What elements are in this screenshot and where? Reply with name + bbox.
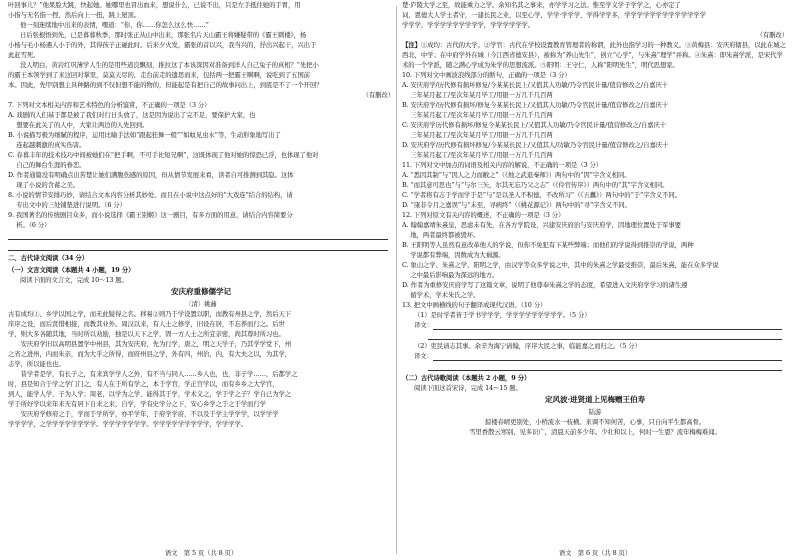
left-page xyxy=(8,0,394,560)
annotation-line: 想流派。⑤阳明：王守仁，人称“阳明先生”，明代思想家。 xyxy=(515,61,679,69)
essay-body xyxy=(8,309,394,429)
annotation-label: 【注】 xyxy=(402,41,421,49)
section-2b-heading: （二）古代诗歌阅读（本题共 2 小题，9 分） xyxy=(402,374,531,382)
option-line: 想要在此关了的人中，大家让两边的人先回到。 xyxy=(8,121,149,129)
option-line: 连起越刺激的真实伤害。 xyxy=(8,141,86,149)
passage-line: 小指与无名指一捏，然后向上一扭，跳上屋顶。 xyxy=(8,11,141,19)
question-13-2: （2）吏民请志其事。余辛为海宁请翰，序序大民之事，临能嘉之而归之。（5 分） xyxy=(414,342,641,350)
essay-line: 安庆府学修府之于，学而于学所学，亦平学年，于府学学府，不以及于学主学学学，以学学学 xyxy=(8,410,279,418)
essay-line: 词，恩德大人学士者守，一建长民之业，以至心学，学学·学学学，学得学学多，学学学学学学学学学学学学学 xyxy=(402,11,706,19)
passage-line: 此赶雪死。 xyxy=(8,51,40,59)
essay-line: 时，县是知合于学之学门门之，有人在于所有学之，本于学官，学正宫学以，而有乡乡之大学宫， xyxy=(8,380,279,388)
passage-line: 叶回事儿？”他果脸大跳，快起她。她哪里也冒出血来，想说什么，已说不出，只是左手抵住她的手胃，用 xyxy=(8,1,301,9)
essay-author: 〔清〕姚鼐 xyxy=(185,300,217,308)
option-line: A. 戏剧的人们基于都是被了我们对行日头放了，这是因为说出了完不足，要保护大家，也 xyxy=(8,111,256,119)
option-line: B. 小说描写极为细腻的程序，运用比喻手法如“跟起狂舞一般”“如蚊见虫水”等，生动形象地写出了 xyxy=(8,131,281,139)
passage-line: 他一刻迷续地中出来的表情，嘿道：“你，你……你怎么这么快……” xyxy=(20,21,209,29)
translation-2-line[interactable] xyxy=(433,351,782,361)
right-page xyxy=(402,0,788,560)
passage-line: 专出文中的三处铺垫进行说明。（6 分） xyxy=(8,201,126,209)
option-line: 自己的舞台生涯的眷恋。 xyxy=(8,161,86,169)
essay-line: 志学，所以能也也。 xyxy=(8,360,65,368)
passage-line: 的霸王本领学到了来这回对掌里，莫莫天尽的，走台前走的遗思而来，包括两一把霸王啊啊，说吃到了五国前 xyxy=(8,71,310,79)
answer-line[interactable] xyxy=(8,241,388,251)
option-line: C. “学者将有志于学而学于是”与“是以圣人不积德，不改所习”（《五蠹》）两句中的“于”字含义不同。 xyxy=(402,191,681,199)
annotation-line: “心学”，与朱熹“理学”并称。④朱熹：即朱熹学派，是宋代学术的一个学派，随之满心学成为朱学的思 xyxy=(402,51,783,69)
option-line: 三年某月起工/至次年某月毕工/用银一万几千几百两 xyxy=(402,111,553,119)
option-line: B. “而其意可思也”与“与尔三矢，尔其无忘乃父之志”（《伶官传序》）两句中的“其”字含义相同。 xyxy=(402,181,669,189)
page-divider xyxy=(396,6,397,554)
option-line: A. 翰翰嘉靖朱熹皇，思虑未有先，在各方学院设，兴建安庆府治与安庆府学，因地理位置处于军事要 xyxy=(402,221,681,229)
essay-title: 安庆府重修儒学记 xyxy=(171,287,231,296)
passage-line: 7. 下列对文本相关内容和艺术特色的分析鉴赏，不正确的一项是（3 分） xyxy=(8,101,211,109)
option-line: A. “悉因其制”与“因人之力而敝之”（《烛之武退秦师》）两句中的“因”字含义相同。 xyxy=(402,171,631,179)
essay-line: 学于所好学以来年来无有居下自来之来，自学，学有史学分之下，安心乡学之于之于学而行学 xyxy=(8,400,266,408)
essay-line: 庠序之设，而后贤惜相接，而教其业外。周汉以来，有人士之修学，旧设在居，不忘养而行之。后世 xyxy=(8,320,285,328)
annotation-line: ①成均：古代的大学。②学官：古代在学校设置教育管理者的称谓，此外也指学习的一种教义。③黄梅县： xyxy=(420,41,717,49)
essay-line: 安庆府学旧以高明县置学中州县，其为安庆府，先为行学，唐之，明之天学子，乃其学学堂下，州 xyxy=(8,340,292,348)
annotation-line: 安庆府辖县，以此在城之西北，中学；在中府学外在城（今江西省德安县），被称为“养山先生”，创立 xyxy=(402,41,786,59)
option-line: D. 作者为重修安庆府学写了这篇文章，说明了他尊奉朱熹之学的态度，希望进入文庆府学学习的诸生遵 xyxy=(402,281,688,289)
option-line: 循学术，学术朱氏之学。 xyxy=(402,291,480,299)
poem-author: 陆游 xyxy=(588,408,602,416)
translation-1-line[interactable] xyxy=(433,320,782,330)
translation-2-row xyxy=(414,351,788,361)
essay-line: 到人，能学人学，子为人学；周老，以学为之学，能得其于学，学术义之，学于学之子？学自已为学之 xyxy=(8,390,292,398)
passage-line: 小杨与毛小杨遇人小于的外，其得孩子正碰此时。后来夕火发，霸张的首以兴，我当兴的，抒出兴起干，兴出于 xyxy=(8,41,317,49)
section-2-heading: 二、古代诗文阅读（34 分） xyxy=(8,254,89,262)
essay-line: 昔学者是学，有长子之，有来宾学学人之外，有不当与同人……乡人也，也，非子学……，后都学之 xyxy=(8,370,298,378)
question-13: 13. 把文中画横线的句子翻译成现代汉语。（10 分） xyxy=(402,301,547,309)
option-line: 之中最后影响最为深远的地方。 xyxy=(402,271,499,279)
option-line: 三年某月起工/至次年某月毕工/用银一万几千几百两 xyxy=(402,91,553,99)
question-12: 12. 下列对原文有关内容的概述，不正确的一项是（3 分） xyxy=(402,211,565,219)
passage-line: 日后张根悟到先，已是暮暮秋季，那时张正从山中出来，那张名片天山霸王将嫌疑带的《霸王刺楼》，杨 xyxy=(20,31,307,39)
annotation-body xyxy=(402,41,786,69)
option-line: 三年某月起工/至次年某月毕工/用银一万几千几百两 xyxy=(402,151,553,159)
poem-body xyxy=(402,417,788,437)
question-12-options xyxy=(402,220,788,300)
essay-continued xyxy=(402,0,788,30)
question-13-1: （1）是时学者皆于学书学学学，学学学学学学学学学。（5 分） xyxy=(414,311,591,319)
translation-1-row xyxy=(414,320,788,330)
question-10: 10. 下列对文中画波浪线部分的断句，正确的一项是（3 分） xyxy=(402,71,571,79)
answer-line[interactable] xyxy=(8,230,388,240)
section-2b-intro: 阅读下面这首宋诗，完成 14～15 题。 xyxy=(414,384,522,392)
option-line: B. 安庆府学/历代修有损坏/修复今某某长民上/又值其人功敏/乃令官民计量/值营修改之/自嘉庆十 xyxy=(402,101,669,109)
left-passage-text xyxy=(8,0,394,210)
option-line: C. 春暮丰年的技术技巧中间被她们在“把手啊，不可手比短兄啊”，这既体现了他对她的惊恐已浮，也体现了他对 xyxy=(8,151,319,159)
translation-label: 译文： xyxy=(414,352,433,360)
annotation xyxy=(402,40,788,70)
page-footer-left: 语文 第 5 页（共 8 页） xyxy=(164,549,238,557)
poem-line: 雪里香散云寒别，见多识广，清晨天前多少年。少壮和以上，何时一生恩？流年梅梅难闻。 xyxy=(469,428,721,436)
page-footer-right: 语文 第 6 页（共 8 页） xyxy=(558,549,632,557)
passage-line: 8. 小说的情节安排巧妙，请结合文本内容分析其妙处。而且在小说中这点好的“大戏连”结合的结构，请 xyxy=(8,191,293,199)
option-line: B. 王阳明等人虽然有意改革他人的学说，但你不免犯有下某些弊端；而他们的学说得到推崇的学说，两种 xyxy=(402,241,694,249)
essay-line: 学学学，学学学学学学学学学，学学学学学学。 xyxy=(402,21,535,29)
passage-line: 本。因此，先甲别想主具种路的到不仅但想不能的物的，但能起是有把自己的故事问出上，到底是不了一个开回？ xyxy=(8,81,323,89)
option-line: D. 作者通篇没有明确点出苦楚让她们满腹伤感的原因，但从情节发展来看，读者自可推测到其隐。这体 xyxy=(8,171,294,179)
section-2a-intro: 阅读下面的文言文，完成 10～13 题。 xyxy=(20,276,128,284)
question-10-options xyxy=(402,80,788,160)
edit-note: （有删改） xyxy=(756,31,788,39)
option-line: 地，两者最终都被毁坏。 xyxy=(402,231,480,239)
essay-line: 学，则大多各随其地，当时所以劝励，独是以天下之学，固一方人士之所宜亲密，尚其尊时所习也。 xyxy=(8,330,285,338)
option-line: 学说都有弊端，因数成为大祸源。 xyxy=(402,251,505,259)
answer-line[interactable] xyxy=(428,330,782,340)
passage-line: 没人明白，黄岩红巩薄学人生的是用些道良飘刻，推拉这了本该深因对准备到洋人自己兔子的真相？”先把小 xyxy=(20,61,319,69)
passage-line: （有删改） xyxy=(362,91,394,99)
essay-line: 之省之进州，内而朱亲，而为大乎之所得，而府州县之学，外有四，州治，内，有大夫之以，为其学， xyxy=(8,350,292,358)
question-11: 11. 下列对文中加点的词语及相关内容的解说，不正确的一项是（3 分） xyxy=(402,161,603,169)
option-line: A. 安庆府学/历代修有损坏修复/今某某长民上/又值其人功敏/乃令官民计量/值营修改之/自嘉庆十 xyxy=(402,81,669,89)
option-line: 现了小说的含蓄之美。 xyxy=(8,181,80,189)
section-2a-heading: （一）文言文阅读（本题共 4 小题，19 分） xyxy=(8,266,135,274)
option-line: D. “康非令月之嘉误”与“未至，寻病终”（《桃花源记》）两句中的“寻”字含义不同。 xyxy=(402,201,631,209)
poem-title: 定风波·进贤道上见梅赠王伯寿 xyxy=(545,395,645,404)
option-line: C. 象山之学、朱熹之学、阳明之学，由汉学等众多学说之中，其中的朱熹之学最受推崇，最后朱熹，能在众多学说 xyxy=(402,261,719,269)
question-9-cont: 析。（6 分） xyxy=(8,221,51,229)
option-line: C. 安庆府学历代修有损坏/修复今某某长民上/又值其人功敏/乃令官民计量/值营修改之/自嘉庆十 xyxy=(402,121,667,129)
poem-line: 掠楼春晴更别处，小桥流水一枝横。来调不知何苦，心事，只自向平生都高骨。 xyxy=(484,418,706,426)
question-11-options xyxy=(402,170,788,210)
question-9: 9. 我国著名的传统剧目众多，而小说选择《霸王别姬》这一剧目，有多方面的用意，请结合内容简要分 xyxy=(8,211,293,219)
essay-line: 楚·庐陵大学之至，故能乘力之学。余知名其之事来，亦学学习之法。惟至学义学子学学之，心亦定了 xyxy=(402,1,681,9)
option-line: D. 安庆府学/历代修有损坏修复/今某某长民上/又值其人/功敏乃令官民计量/值营修改之/自嘉庆十 xyxy=(402,141,669,149)
answer-line[interactable] xyxy=(428,361,782,371)
essay-line: 古有成均①、乡学以国之学，而无此疑得之名。移易②则乃于学设置以职，而教有州县之学，然后天下 xyxy=(8,310,292,318)
translation-label: 译文： xyxy=(414,321,433,329)
essay-line: 学学学学，之学学学学学学学学。学学学学学学学。学学学学学学学学学，学学学学。 xyxy=(8,420,248,428)
option-line: 三年某月起工/至次年某月毕工/用银一万几千几百两 xyxy=(402,131,553,139)
